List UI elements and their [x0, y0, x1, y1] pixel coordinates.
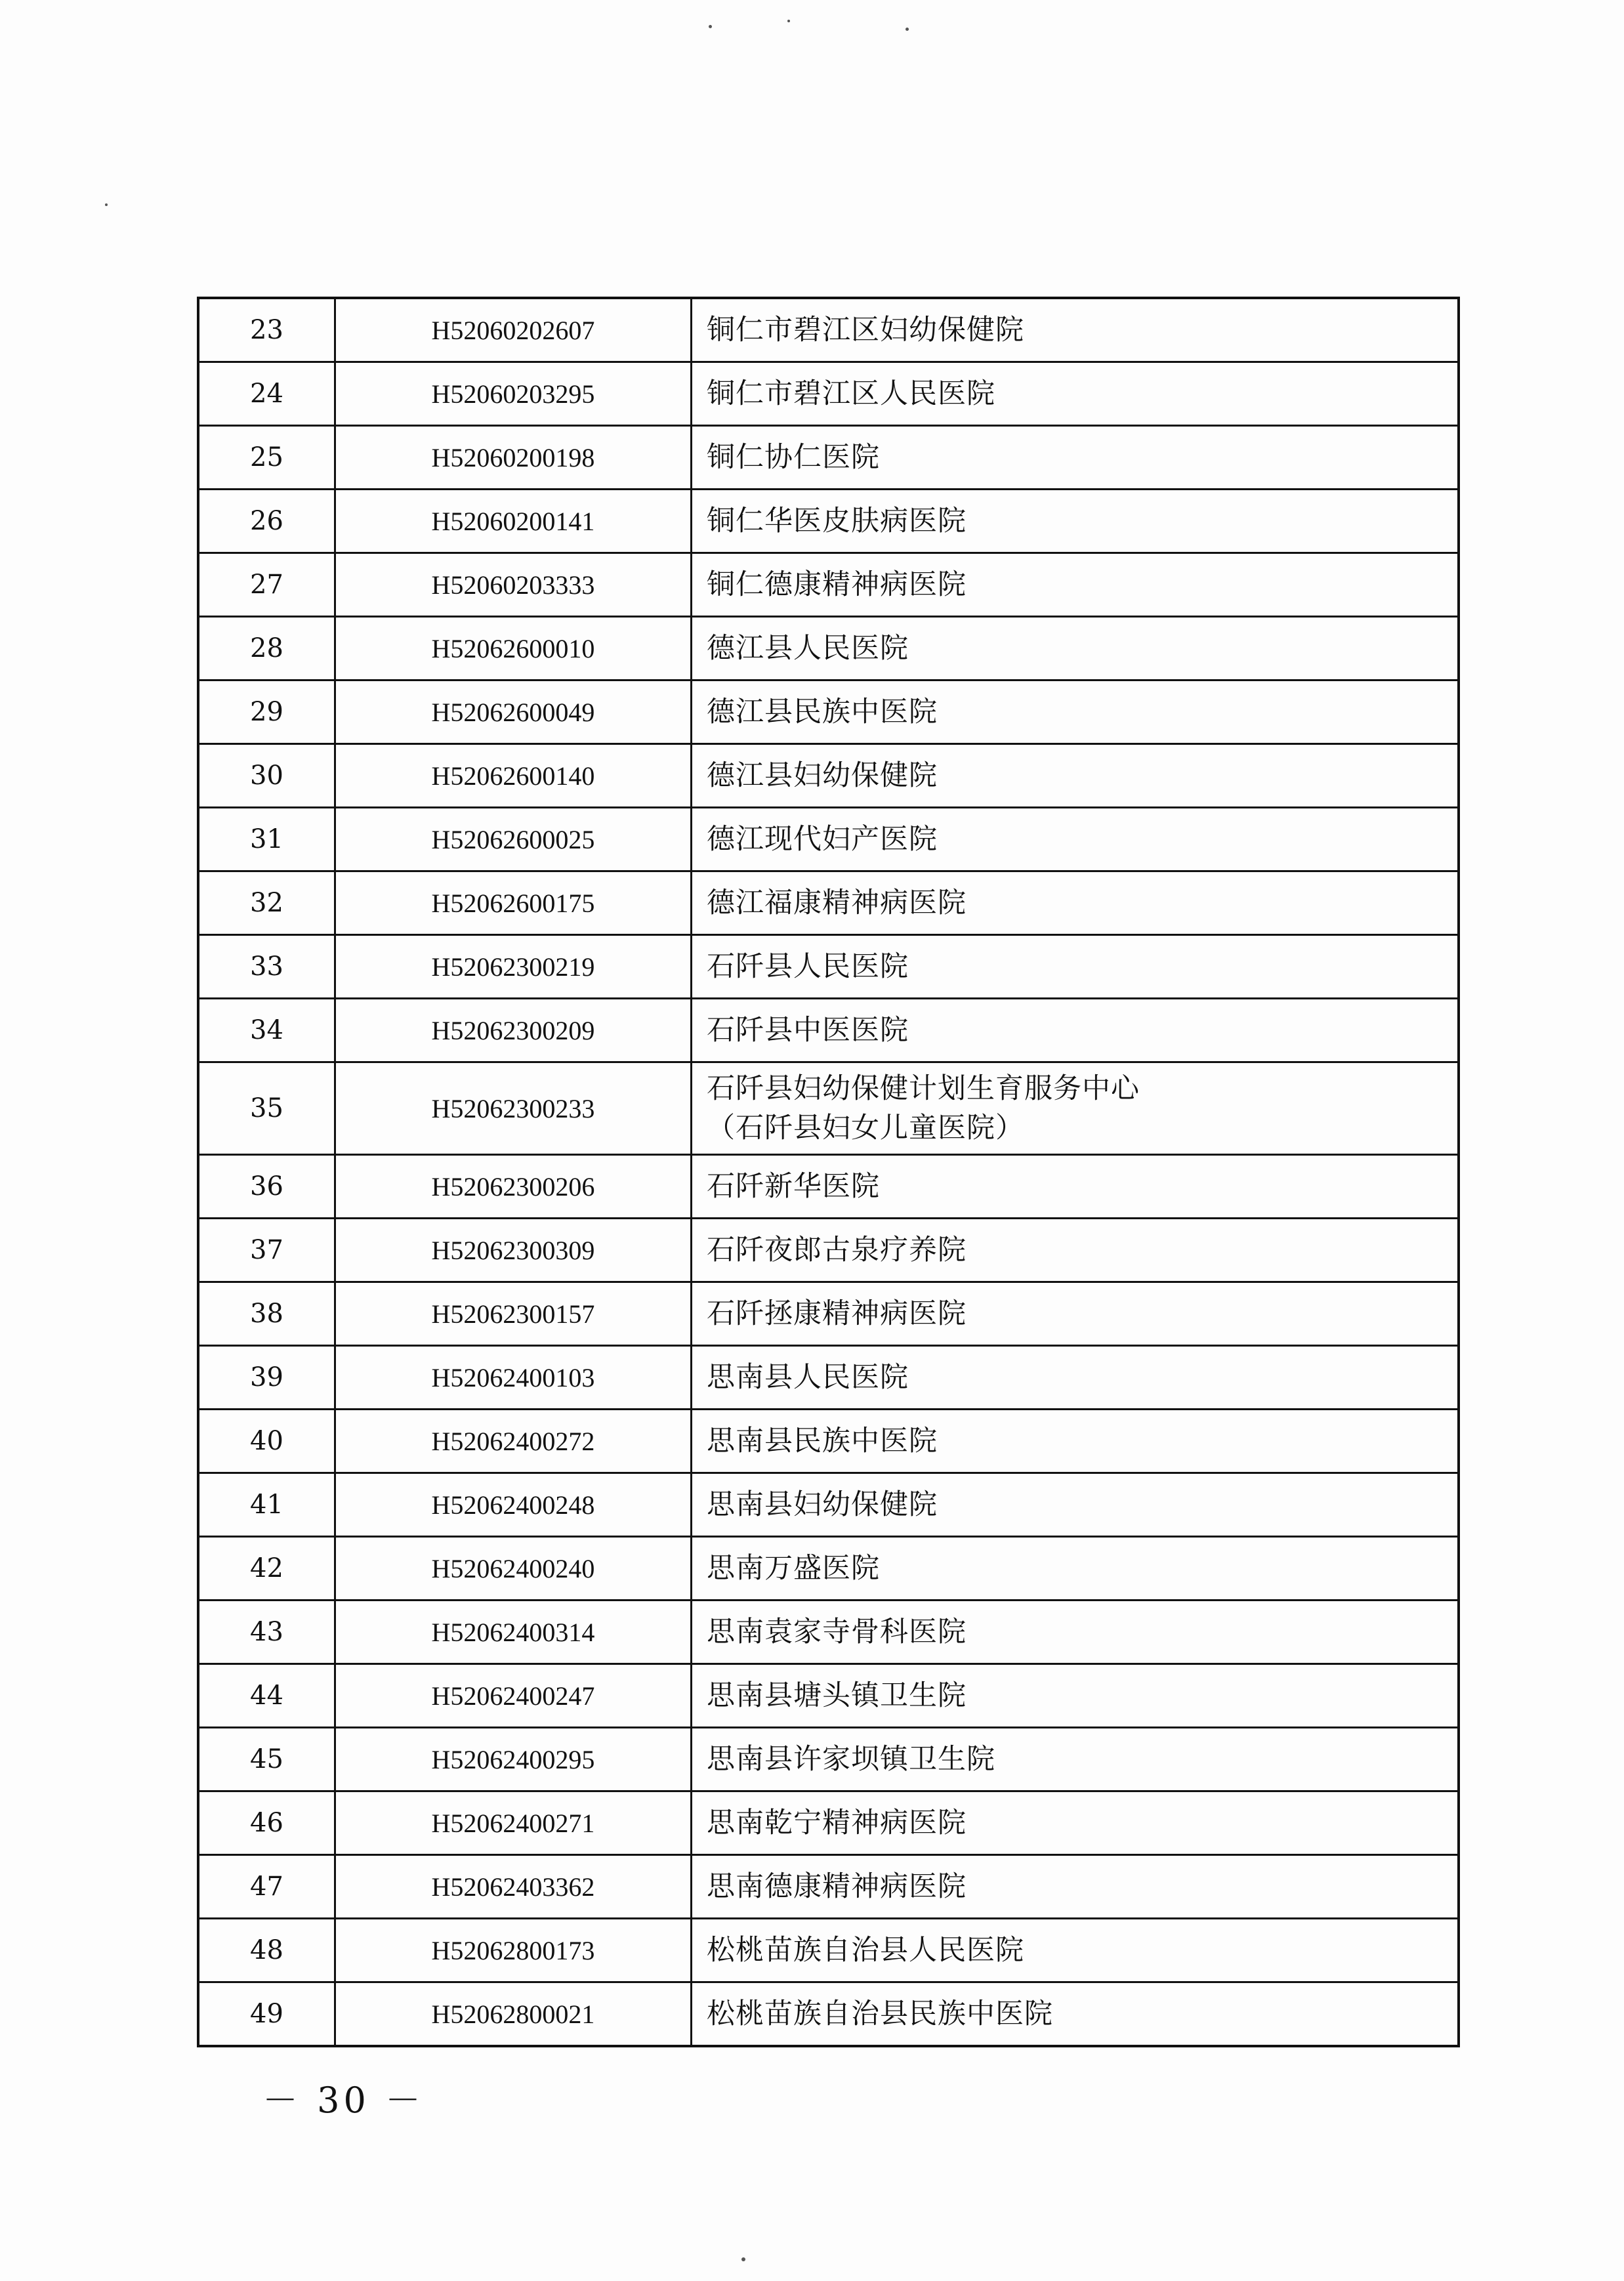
row-number: 31 [198, 808, 335, 871]
institution-code: H52060200141 [335, 490, 692, 553]
institution-code: H52062600175 [335, 871, 692, 935]
institution-name-line: 石阡县人民医院 [707, 950, 909, 983]
table-row [198, 1855, 1459, 1919]
institution-name [692, 1062, 1459, 1155]
institution-code: H52062400248 [335, 1473, 692, 1537]
institution-code: H52062800021 [335, 1982, 692, 2047]
scan-speck [105, 203, 108, 206]
institution-name-line: 铜仁德康精神病医院 [707, 568, 967, 601]
institution-name [692, 490, 1459, 553]
page-number: － 30 － [262, 2080, 425, 2121]
institution-name-line: 铜仁协仁医院 [707, 441, 880, 474]
row-number: 28 [198, 617, 335, 680]
table-row [198, 490, 1459, 553]
row-number: 44 [198, 1664, 335, 1728]
institution-name-line: 松桃苗族自治县民族中医院 [707, 1998, 1053, 2030]
scan-speck [787, 20, 790, 22]
institution-name-line: 思南县民族中医院 [707, 1425, 938, 1457]
table-row [198, 1282, 1459, 1346]
table-row [198, 1791, 1459, 1855]
institution-code: H52060203295 [335, 362, 692, 426]
institution-code: H52060202607 [335, 298, 692, 362]
institution-code: H52062300209 [335, 999, 692, 1062]
institution-name-line: 思南万盛医院 [707, 1552, 880, 1585]
institution-code: H52062300157 [335, 1282, 692, 1346]
table-row [198, 808, 1459, 871]
table-body [198, 298, 1459, 2046]
row-number: 48 [198, 1919, 335, 1982]
institution-code: H52062600049 [335, 680, 692, 744]
institution-code: H52062403362 [335, 1855, 692, 1919]
institution-name-line: 德江县民族中医院 [707, 696, 938, 728]
institution-name-line: 石阡县妇幼保健计划生育服务中心 [707, 1072, 1140, 1105]
table-row [198, 1155, 1459, 1219]
row-number: 33 [198, 935, 335, 999]
institution-name [692, 426, 1459, 490]
institution-code: H52062300206 [335, 1155, 692, 1219]
institution-name-line: 思南县妇幼保健院 [707, 1488, 938, 1521]
institution-name [692, 680, 1459, 744]
hospital-table [197, 297, 1460, 2047]
institution-code: H52062400272 [335, 1410, 692, 1473]
institution-name-line: 思南袁家寺骨科医院 [707, 1616, 967, 1648]
row-number: 41 [198, 1473, 335, 1537]
institution-name-line: 松桃苗族自治县人民医院 [707, 1934, 1024, 1967]
institution-name-line: 石阡新华医院 [707, 1170, 880, 1203]
institution-name-line: 思南德康精神病医院 [707, 1870, 967, 1903]
institution-code: H52062400247 [335, 1664, 692, 1728]
row-number: 23 [198, 298, 335, 362]
institution-name [692, 1346, 1459, 1410]
row-number: 27 [198, 553, 335, 617]
institution-name-line: （石阡县妇女儿童医院） [707, 1112, 1024, 1144]
institution-name [692, 1982, 1459, 2047]
scan-speck [906, 28, 909, 31]
institution-name-line: 铜仁华医皮肤病医院 [707, 505, 967, 537]
institution-code: H52060200198 [335, 426, 692, 490]
table-row [198, 1664, 1459, 1728]
institution-name [692, 362, 1459, 426]
row-number: 47 [198, 1855, 335, 1919]
row-number: 32 [198, 871, 335, 935]
table-row [198, 1410, 1459, 1473]
institution-code: H52062400240 [335, 1537, 692, 1601]
table-row [198, 1982, 1459, 2047]
row-number: 42 [198, 1537, 335, 1601]
institution-name [692, 808, 1459, 871]
table-row [198, 298, 1459, 362]
row-number: 40 [198, 1410, 335, 1473]
scan-speck [709, 25, 712, 28]
institution-name [692, 935, 1459, 999]
institution-code: H52062600010 [335, 617, 692, 680]
institution-name [692, 1919, 1459, 1982]
row-number: 34 [198, 999, 335, 1062]
institution-name-line: 石阡拯康精神病医院 [707, 1297, 967, 1330]
row-number: 26 [198, 490, 335, 553]
institution-code: H52062400271 [335, 1791, 692, 1855]
table-row [198, 1537, 1459, 1601]
institution-name [692, 1791, 1459, 1855]
institution-name [692, 999, 1459, 1062]
institution-name-line: 德江县妇幼保健院 [707, 759, 938, 792]
institution-name [692, 1664, 1459, 1728]
institution-name-line: 思南乾宁精神病医院 [707, 1807, 967, 1839]
institution-name [692, 1219, 1459, 1282]
table-row [198, 1919, 1459, 1982]
row-number: 38 [198, 1282, 335, 1346]
table-row [198, 1473, 1459, 1537]
institution-code: H52062300233 [335, 1062, 692, 1155]
table-row [198, 1601, 1459, 1664]
institution-code: H52062300309 [335, 1219, 692, 1282]
institution-name [692, 1728, 1459, 1791]
institution-name-line: 石阡县中医医院 [707, 1014, 909, 1047]
institution-name-line: 德江现代妇产医院 [707, 823, 938, 856]
institution-name [692, 1473, 1459, 1537]
institution-code: H52062600140 [335, 744, 692, 808]
institution-code: H52062300219 [335, 935, 692, 999]
row-number: 37 [198, 1219, 335, 1282]
row-number: 30 [198, 744, 335, 808]
institution-name [692, 1601, 1459, 1664]
institution-name-line: 德江县人民医院 [707, 632, 909, 665]
table-row [198, 1219, 1459, 1282]
institution-name-line: 石阡夜郎古泉疗养院 [707, 1234, 967, 1266]
row-number: 29 [198, 680, 335, 744]
institution-name [692, 871, 1459, 935]
institution-name [692, 744, 1459, 808]
institution-name [692, 298, 1459, 362]
institution-name-line: 德江福康精神病医院 [707, 887, 967, 919]
institution-name-line: 铜仁市碧江区人民医院 [707, 377, 995, 410]
table-row [198, 871, 1459, 935]
table-row [198, 999, 1459, 1062]
institution-name-line: 铜仁市碧江区妇幼保健院 [707, 314, 1024, 346]
row-number: 35 [198, 1062, 335, 1155]
institution-name [692, 1537, 1459, 1601]
row-number: 49 [198, 1982, 335, 2047]
institution-name [692, 1282, 1459, 1346]
institution-code: H52062400314 [335, 1601, 692, 1664]
table-row [198, 680, 1459, 744]
row-number: 39 [198, 1346, 335, 1410]
institution-name [692, 1855, 1459, 1919]
table-row [198, 935, 1459, 999]
institution-code: H52060203333 [335, 553, 692, 617]
institution-code: H52062400103 [335, 1346, 692, 1410]
row-number: 46 [198, 1791, 335, 1855]
table-row [198, 1062, 1459, 1155]
row-number: 25 [198, 426, 335, 490]
institution-name-line: 思南县塘头镇卫生院 [707, 1679, 967, 1712]
institution-code: H52062400295 [335, 1728, 692, 1791]
hospital-table-frame [197, 297, 1460, 2047]
scan-speck [741, 2257, 745, 2261]
table-row [198, 617, 1459, 680]
institution-name [692, 617, 1459, 680]
table-row [198, 362, 1459, 426]
table-row [198, 426, 1459, 490]
institution-name-line: 思南县人民医院 [707, 1361, 909, 1394]
table-row [198, 553, 1459, 617]
row-number: 43 [198, 1601, 335, 1664]
table-row [198, 1728, 1459, 1791]
row-number: 36 [198, 1155, 335, 1219]
institution-name [692, 1410, 1459, 1473]
institution-code: H52062800173 [335, 1919, 692, 1982]
institution-code: H52062600025 [335, 808, 692, 871]
institution-name-line: 思南县许家坝镇卫生院 [707, 1743, 995, 1776]
institution-name [692, 553, 1459, 617]
table-row [198, 1346, 1459, 1410]
table-row [198, 744, 1459, 808]
row-number: 24 [198, 362, 335, 426]
row-number: 45 [198, 1728, 335, 1791]
institution-name [692, 1155, 1459, 1219]
